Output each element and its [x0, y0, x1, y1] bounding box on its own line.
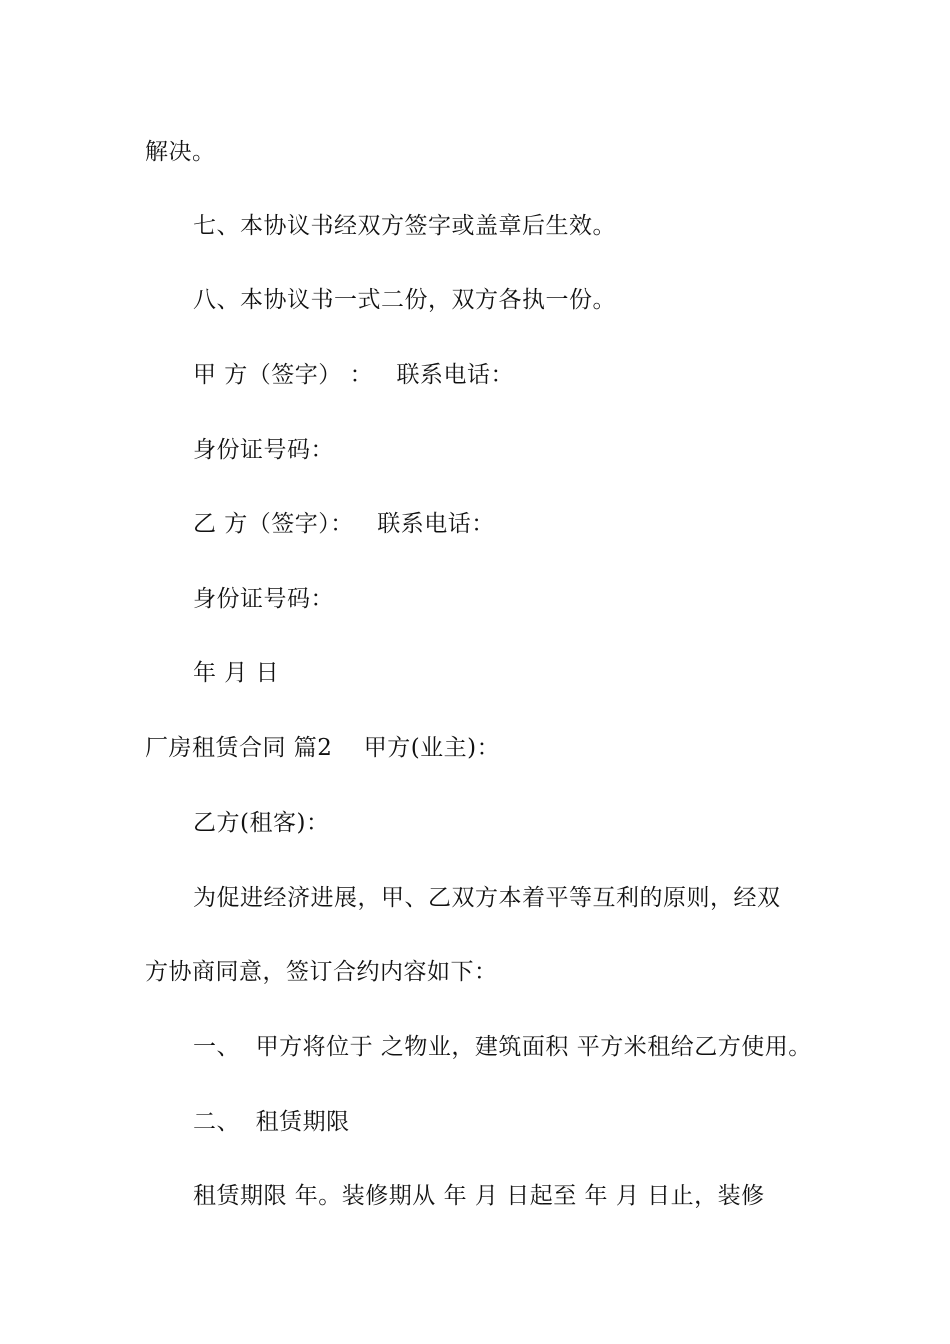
text-line-preamble-1: 为促进经济进展，甲、乙双方本着平等互利的原则，经双 — [193, 885, 781, 911]
text-line-clause-1: 一、 甲方将位于 之物业，建筑面积 平方米租给乙方使用。 — [193, 1034, 812, 1060]
text-line-preamble-2: 方协商同意，签订合约内容如下： — [145, 959, 498, 985]
text-line-lease-term: 租赁期限 年。装修期从 年 月 日起至 年 月 日止，装修 — [193, 1183, 765, 1209]
text-line-contract-title: 厂房租赁合同 篇2 甲方(业主)： — [145, 735, 501, 761]
text-line-clause-8: 八、本协议书一式二份，双方各执一份。 — [193, 287, 616, 313]
text-line-party-b-tenant: 乙方(租客)： — [193, 810, 330, 836]
text-line-party-a-id: 身份证号码： — [193, 437, 334, 463]
text-line-resolve: 解决。 — [145, 139, 216, 165]
text-line-clause-2-heading: 二、 租赁期限 — [193, 1109, 350, 1135]
text-line-party-b-signature: 乙 方（签字）： 联系电话： — [193, 511, 495, 537]
text-line-party-b-id: 身份证号码： — [193, 586, 334, 612]
text-line-date: 年 月 日 — [193, 660, 280, 686]
text-line-party-a-signature: 甲 方（签字） ： 联系电话： — [193, 362, 515, 388]
text-line-clause-7: 七、本协议书经双方签字或盖章后生效。 — [193, 213, 616, 239]
